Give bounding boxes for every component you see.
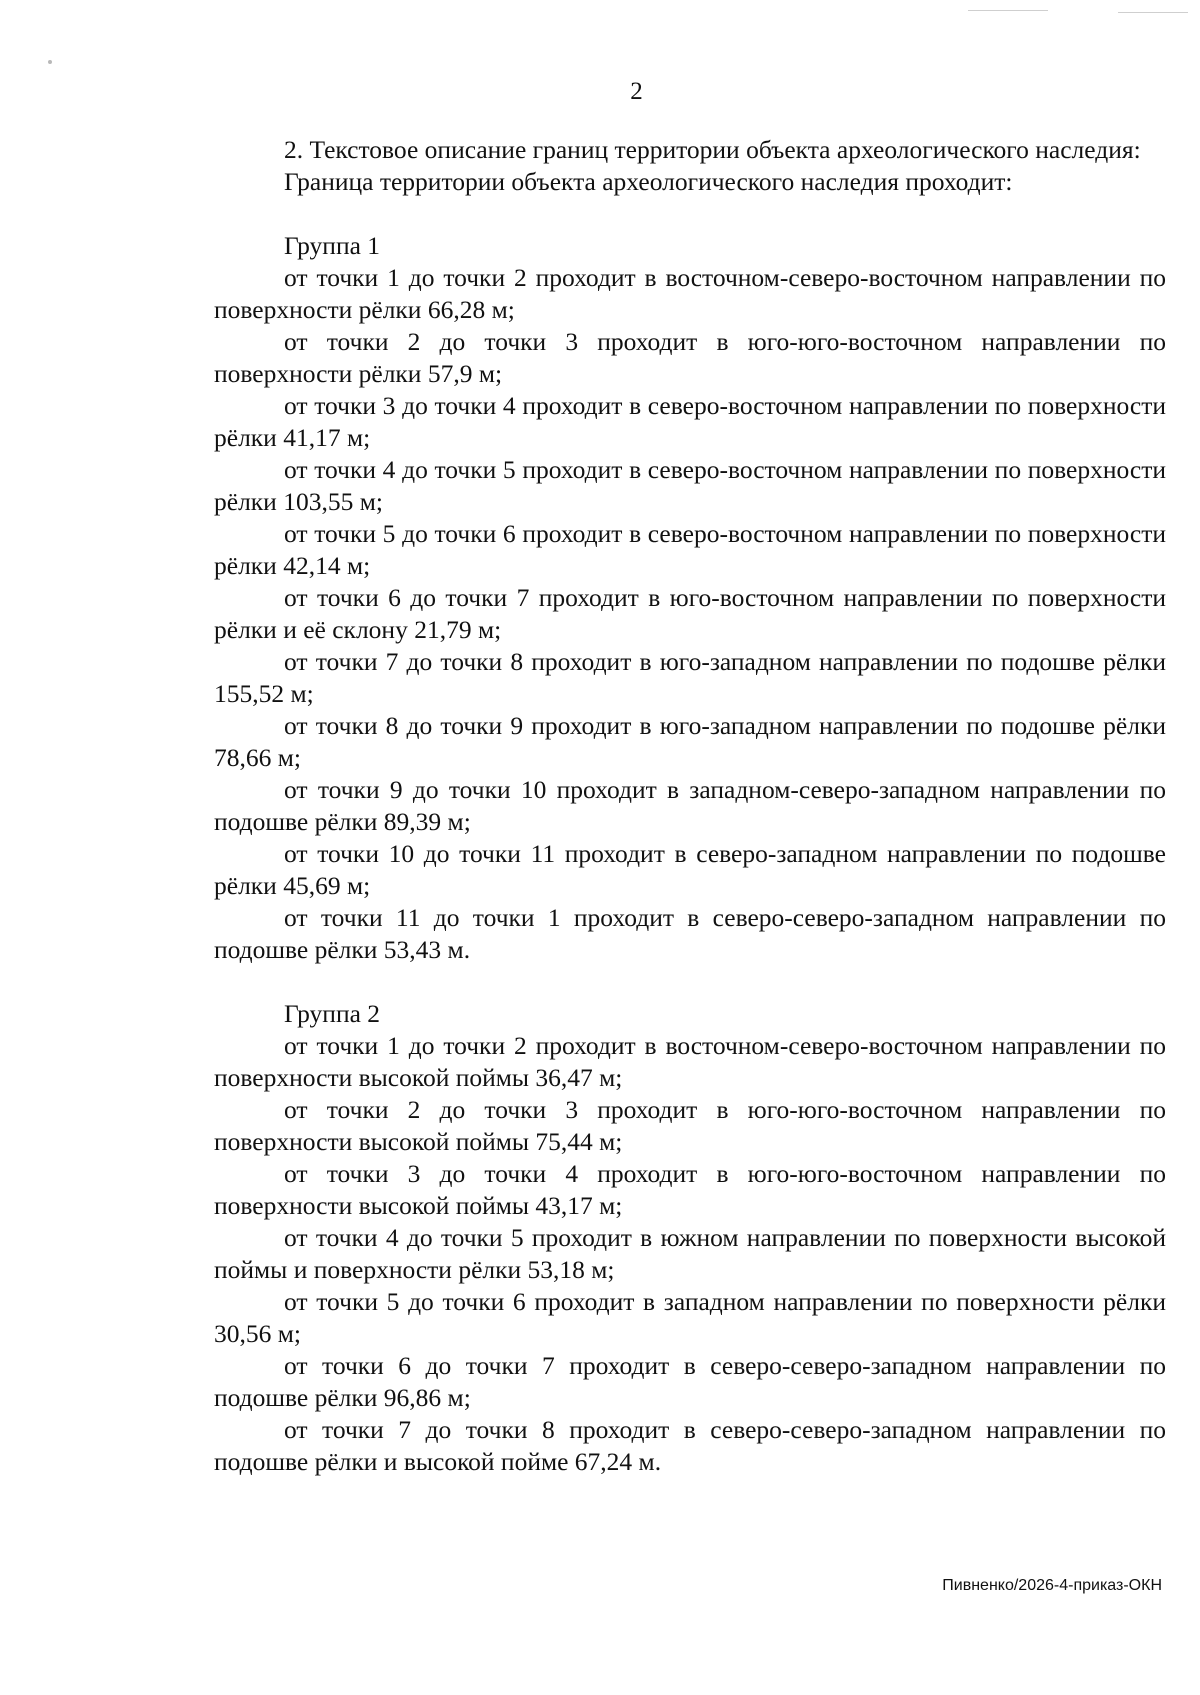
boundary-segment: от точки 6 до точки 7 проходит в юго-восточном направлении по поверхности рёлки и её склону 21,79 м;: [214, 583, 1166, 644]
section-heading: 2. Текстовое описание границ территории объекта археологического наследия:: [284, 135, 1141, 164]
document-body: [214, 134, 1166, 1478]
page-number: 2: [630, 78, 643, 105]
boundary-segment: от точки 1 до точки 2 проходит в восточном-северо-восточном направлении по поверхности высокой поймы 36,47 м;: [214, 1031, 1166, 1092]
boundary-segment: от точки 6 до точки 7 проходит в северо-северо-западном направлении по подошве рёлки 96,86 м;: [214, 1351, 1166, 1412]
boundary-segment: от точки 4 до точки 5 проходит в северо-восточном направлении по поверхности рёлки 103,55 м;: [214, 455, 1166, 516]
boundary-segment: от точки 4 до точки 5 проходит в южном направлении по поверхности высокой поймы и поверхности рёлки 53,18 м;: [214, 1223, 1166, 1284]
boundary-segment: от точки 7 до точки 8 проходит в северо-северо-западном направлении по подошве рёлки и высокой пойме 67,24 м.: [214, 1415, 1166, 1476]
boundary-segment: от точки 7 до точки 8 проходит в юго-западном направлении по подошве рёлки 155,52 м;: [214, 647, 1166, 708]
boundary-segment: от точки 5 до точки 6 проходит в западном направлении по поверхности рёлки 30,56 м;: [214, 1287, 1166, 1348]
scan-artifact-line: [1118, 12, 1188, 13]
boundary-group-2: [214, 998, 1166, 1478]
boundary-segment: от точки 3 до точки 4 проходит в северо-восточном направлении по поверхности рёлки 41,17 м;: [214, 391, 1166, 452]
document-reference: Пивненко/2026-4-приказ-ОКН: [942, 1577, 1162, 1594]
section-lead: Граница территории объекта археологического наследия проходит:: [284, 167, 1013, 196]
group-title: Группа 2: [284, 999, 381, 1028]
scan-artifact-line: [968, 10, 1048, 11]
boundary-segment: от точки 1 до точки 2 проходит в восточном-северо-восточном направлении по поверхности рёлки 66,28 м;: [214, 263, 1166, 324]
boundary-segment: от точки 3 до точки 4 проходит в юго-юго-восточном направлении по поверхности высокой поймы 43,17 м;: [214, 1159, 1166, 1220]
boundary-group-1: [214, 230, 1166, 966]
scan-artifact-dot: [48, 60, 52, 64]
boundary-segment: от точки 11 до точки 1 проходит в северо-северо-западном направлении по подошве рёлки 53,43 м.: [214, 903, 1166, 964]
boundary-segment: от точки 8 до точки 9 проходит в юго-западном направлении по подошве рёлки 78,66 м;: [214, 711, 1166, 772]
group-title: Группа 1: [284, 231, 381, 260]
boundary-segment: от точки 10 до точки 11 проходит в северо-западном направлении по подошве рёлки 45,69 м;: [214, 839, 1166, 900]
boundary-segment: от точки 2 до точки 3 проходит в юго-юго-восточном направлении по поверхности высокой поймы 75,44 м;: [214, 1095, 1166, 1156]
boundary-segment: от точки 2 до точки 3 проходит в юго-юго-восточном направлении по поверхности рёлки 57,9 м;: [214, 327, 1166, 388]
boundary-segment: от точки 9 до точки 10 проходит в западном-северо-западном направлении по подошве рёлки 89,39 м;: [214, 775, 1166, 836]
boundary-segment: от точки 5 до точки 6 проходит в северо-восточном направлении по поверхности рёлки 42,14 м;: [214, 519, 1166, 580]
